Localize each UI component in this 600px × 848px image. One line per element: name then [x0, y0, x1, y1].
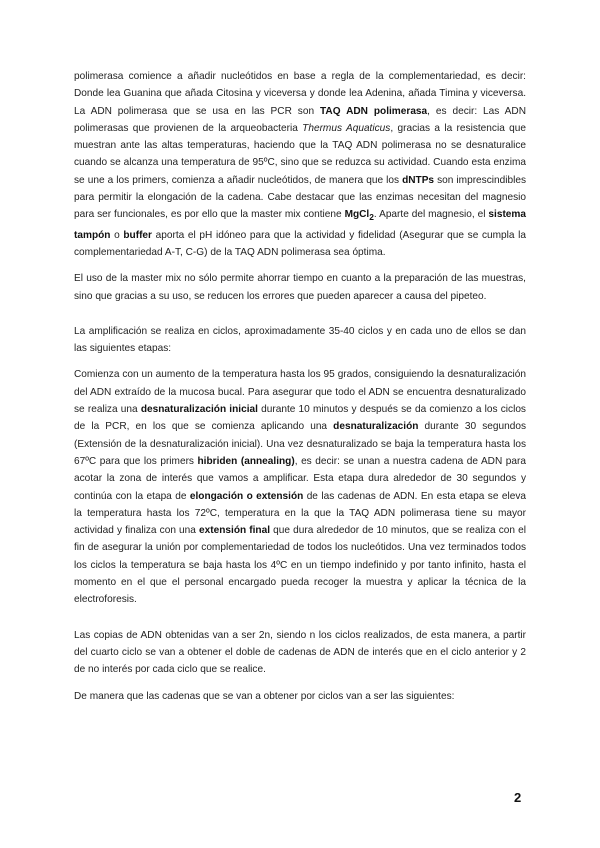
paragraph-dna-copies: Las copias de ADN obtenidas van a ser 2n, siendo n los ciclos realizados, de esta manera, a partir del cuarto ciclo se van a obtener el doble de cadenas de ADN de interés que en el ciclo anterior y 2 de no interés por cada ciclo que se realice.: [74, 629, 526, 676]
paragraph-master-mix: El uso de la master mix no sólo permite ahorrar tiempo en cuanto a la preparación de las muestras, sino que gracias a su uso, se reducen los errores que pueden aparecer a causa del pipeteo.: [74, 273, 526, 302]
bold-term: elongación o extensión: [189, 490, 304, 502]
document-body: [74, 68, 526, 714]
bold-term: dNTPs: [402, 174, 435, 186]
italic-term: Thermus Aquaticus: [302, 122, 391, 134]
text-span: aporta el pH idóneo para que la actividad y fidelidad (Asegurar que se cumpla la complementariedad A-T, C-G) de la TAQ ADN polimerasa sea óptima.: [74, 229, 526, 258]
text-span: Comienza con un aumento de la temperatura hasta los 95 grados, consiguiendo la desnaturalización del ADN extraído de la mucosa bucal. Para asegurar que todo el ADN se encuentra desnaturalizado se realiza una: [74, 369, 526, 416]
text-span: o: [110, 229, 124, 241]
page-number: 2: [514, 790, 522, 805]
text-span: son imprescindibles para permitir la elongación de la cadena. Cabe destacar que las enzimas necesitan del magnesio para ser funcionales, es por ello que la master mix contiene: [74, 174, 526, 221]
text-span: , gracias a la resistencia que muestran ante las altas temperaturas, haciendo que la TAQ ADN polimerasa no se desnaturalice cuando se alcanza una temperatura de 95ºC, sino que se reduzca su actividad. Cuando esta enzima se une a los primers, comienza a añadir nucleótidos, de manera que los: [74, 122, 527, 186]
text-span: durante 30 segundos (Extensión de la desnaturalización inicial). Una vez desnaturalizado se baja la temperatura hasta los 67ºC para que los primers: [74, 421, 526, 467]
chemical-formula: MgCl: [344, 209, 370, 221]
bold-term: buffer: [123, 229, 152, 241]
text-span: durante 10 minutos y después se da comienzo a los ciclos de la PCR, en los que se comienza aplicando una: [74, 404, 526, 433]
paragraph-taq-polymerase: [74, 68, 526, 261]
bold-term: [344, 209, 374, 223]
paragraph-chains-per-cycle: De manera que las cadenas que se van a obtener por ciclos van a ser las siguientes:: [74, 690, 455, 702]
text-span: , es decir: se unan a nuestra cadena de ADN para acotar la zona de interés que vamos a amplificar. Esta etapa dura alrededor de 30 segundos y continúa con la etapa de: [74, 455, 526, 502]
text-span: que dura alrededor de 10 minutos, que se realiza con el fin de asegurar la unión por complementariedad de todos los nucleótidos. Una vez terminados todos los ciclos la temperatura se baja hasta los 4ºC en un tiempo indefinido y por tanto infinito, hasta el momento en el que el personal encargado pueda recoger la muestra y aplicar la técnica de la electroforesis.: [74, 525, 527, 606]
text-span: de las cadenas de ADN. En esta etapa se eleva la temperatura hasta los 72ºC, temperatura en la que la TAQ ADN polimerasa tiene su mayor actividad y finaliza con una: [74, 490, 526, 537]
bold-term: hibriden (annealing): [197, 455, 295, 467]
paragraph-amplification-cycles: La amplificación se realiza en ciclos, aproximadamente 35-40 ciclos y en cada uno de ellos se dan las siguientes etapas:: [74, 325, 526, 355]
bold-term: desnaturalización inicial: [140, 404, 258, 416]
bold-term: extensión final: [199, 525, 271, 537]
chemical-subscript: 2: [369, 212, 374, 223]
bold-term: TAQ ADN polimerasa: [319, 105, 428, 117]
paragraph-pcr-stages: [74, 366, 526, 608]
text-span: . Aparte del magnesio, el: [373, 209, 489, 221]
text-span: polimerasa comience a añadir nucleótidos en base a regla de la complementariedad, es decir: Donde lea Guanina que añada Citosina y viceversa y donde lea Adenina, añada Timina y viceversa. La ADN polimerasa que se usa en las PCR son: [74, 71, 526, 117]
bold-term: sistema tampón: [74, 209, 527, 241]
bold-term: desnaturalización: [333, 421, 419, 433]
text-span: , es decir: Las ADN polimerasas que provienen de la arqueobacteria: [74, 105, 526, 134]
